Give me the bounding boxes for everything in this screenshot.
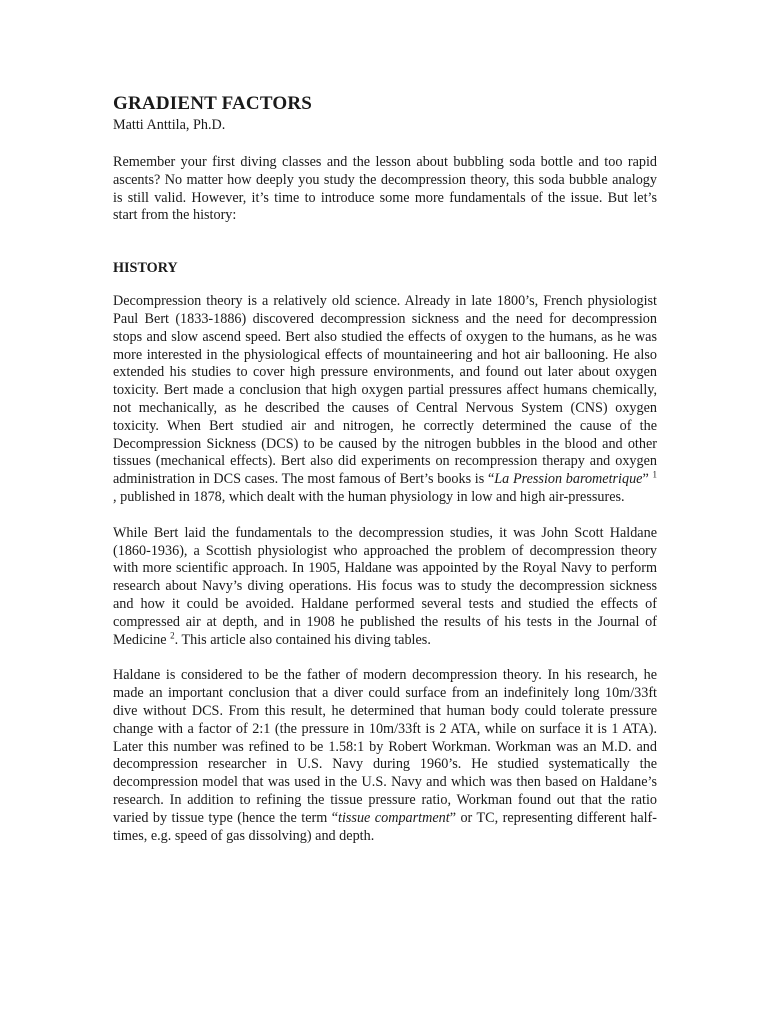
history-paragraph-2 [113,525,657,650]
document-title: GRADIENT FACTORS [113,93,313,114]
p2-text-b: . This article also contained his diving tables. [174,631,431,648]
tissue-compartment-term: tissue compartment [338,809,450,826]
footnote-ref-1[interactable]: 1 [652,469,657,480]
book-title: La Pression barometrique [494,471,643,488]
author-line: Matti Anttila, Ph.D. [113,117,226,133]
p2-text-a: While Bert laid the fundamentals to the decompression studies, it was John Scott Haldane (1860-1936), a Scottish physiologist who approached the problem of decompression theory with more scientific approach. In 1905, Haldane was appointed by the Royal Navy to perform research about Navy’s diving operations. His focus was to study the decompression sickness and how it could be avoided. Haldane performed several tests and studied the effects of compressed air at depth, and in 1908 he published the results of his tests in the Journal of Medicine [113,524,657,648]
history-paragraph-3 [113,667,657,845]
p3-text-b: ” or TC, representing different half-times, e.g. speed of gas dissolving) and depth. [113,809,658,844]
p3-text-a: Haldane is considered to be the father of modern decompression theory. In his research, he made an important conclusion that a diver could surface from an indefinitely long 10m/33ft dive without DCS. From this result, he determined that human body could tolerate pressure change with a factor of 2:1 (the pressure in 10m/33ft is 2 ATA, while on surface it is 1 ATA). Later this number was refined to be 1.58:1 by Robert Workman. Workman was an M.D. and decompression researcher in U.S. Navy during 1960’s. He studied systematically the decompression model that was used in the U.S. Navy and which was then based on Haldane’s research. In addition to refining the tissue pressure ratio, Workman found out that the ratio varied by tissue type (hence the term “ [113,667,657,826]
history-paragraph-1 [113,293,657,507]
footnote-ref-2[interactable]: 2 [170,629,175,640]
p1-text-b: ” [642,471,653,488]
p1-text-c: , published in 1878, which dealt with the human physiology in low and high air-pressures. [113,488,625,505]
document-page [113,92,657,863]
history-heading: HISTORY [113,260,178,277]
intro-paragraph: Remember your first diving classes and the lesson about bubbling soda bottle and too rapid ascents? No matter how deeply you study the decompression theory, this soda bubble analogy is still valid. However, it’s time to introduce some more fundamentals of the issue. But let’s start from the history: [113,154,657,224]
p1-text-a: Decompression theory is a relatively old science. Already in late 1800’s, French physiologist Paul Bert (1833-1886) discovered decompression sickness and the need for decompression stops and slow ascend speed. Bert also studied the effects of oxygen to the humans, as he was more interested in the physiological effects of mountaineering and hot air ballooning. He also extended his studies to cover high pressure environments, and found out later about oxygen toxicity. Bert made a conclusion that high oxygen partial pressures affect humans chemically, not mechanically, as he described the causes of Central Nervous System (CNS) oxygen toxicity. When Bert studied air and nitrogen, he correctly determined the cause of the Decompression Sickness (DCS) to be caused by the nitrogen bubbles in the blood and other tissues (mechanical effects). Bert also did experiments on recompression therapy and oxygen administration in DCS cases. The most famous of Bert’s books is “ [113,293,657,488]
